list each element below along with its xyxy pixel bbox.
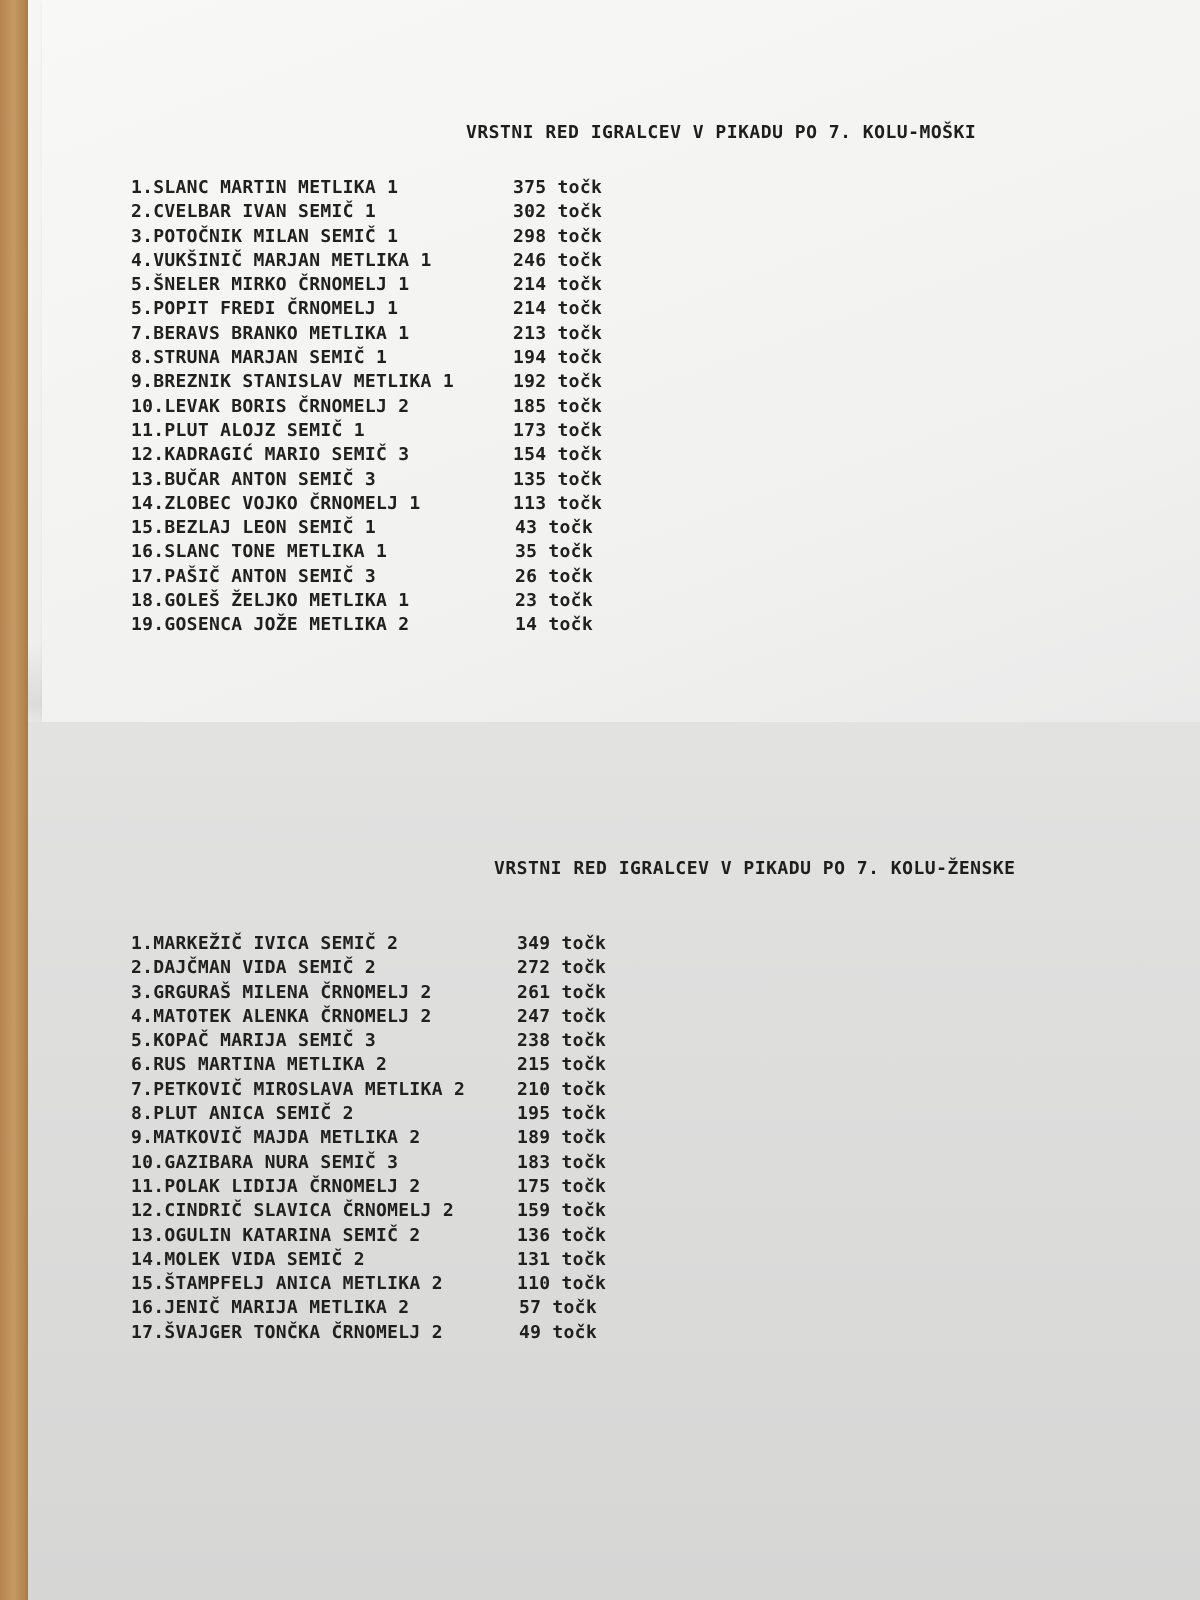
ranking-row	[131, 956, 651, 980]
player-points: 272 točk	[517, 957, 607, 979]
player-name: 4.MATOTEK ALENKA ČRNOMELJ 2	[131, 1005, 432, 1027]
player-points: 214 točk	[513, 274, 603, 296]
player-name: 13.OGULIN KATARINA SEMIČ 2	[131, 1224, 421, 1246]
player-name: 15.ŠTAMPFELJ ANICA METLIKA 2	[131, 1273, 443, 1295]
ranking-row	[131, 1248, 651, 1272]
ranking-row	[131, 1296, 651, 1320]
ranking-row	[131, 176, 651, 200]
ranking-row	[131, 419, 651, 443]
player-name: 4.VUKŠINIČ MARJAN METLIKA 1	[131, 249, 432, 271]
player-name: 5.KOPAČ MARIJA SEMIČ 3	[131, 1030, 377, 1052]
player-points: 43 točk	[515, 517, 593, 539]
player-points: 35 točk	[515, 541, 593, 563]
ranking-row	[131, 1321, 651, 1345]
player-points: 298 točk	[513, 225, 603, 247]
ranking-row	[131, 225, 651, 249]
player-points: 110 točk	[517, 1273, 607, 1295]
player-name: 13.BUČAR ANTON SEMIČ 3	[131, 468, 377, 490]
player-name: 9.MATKOVIČ MAJDA METLIKA 2	[131, 1127, 421, 1149]
player-name: 16.SLANC TONE METLIKA 1	[131, 541, 388, 563]
men-ranking-title: VRSTNI RED IGRALCEV V PIKADU PO 7. KOLU-MOŠKI	[466, 122, 977, 143]
player-points: 23 točk	[515, 590, 593, 612]
women-ranking-list	[131, 932, 651, 1345]
ranking-row	[131, 297, 651, 321]
ranking-row	[131, 1102, 651, 1126]
player-points: 375 točk	[513, 177, 603, 198]
player-points: 194 točk	[513, 347, 603, 369]
player-name: 1.MARKEŽIČ IVICA SEMIČ 2	[131, 933, 399, 954]
player-name: 2.DAJČMAN VIDA SEMIČ 2	[131, 957, 377, 979]
player-points: 49 točk	[519, 1321, 597, 1343]
player-name: 3.POTOČNIK MILAN SEMIČ 1	[131, 225, 399, 247]
player-name: 2.CVELBAR IVAN SEMIČ 1	[131, 201, 377, 223]
ranking-row	[131, 589, 651, 613]
ranking-row	[131, 1053, 651, 1077]
player-points: 159 točk	[517, 1200, 607, 1222]
player-name: 15.BEZLAJ LEON SEMIČ 1	[131, 517, 377, 539]
ranking-row	[131, 273, 651, 297]
player-points: 175 točk	[517, 1175, 607, 1197]
player-name: 6.RUS MARTINA METLIKA 2	[131, 1054, 388, 1076]
player-name: 19.GOSENCA JOŽE METLIKA 2	[131, 614, 410, 636]
player-points: 246 točk	[513, 249, 603, 271]
player-points: 113 točk	[513, 492, 603, 514]
ranking-row	[131, 1078, 651, 1102]
player-points: 195 točk	[517, 1103, 607, 1125]
player-points: 192 točk	[513, 371, 603, 393]
player-points: 14 točk	[515, 614, 593, 636]
player-points: 302 točk	[513, 201, 603, 223]
ranking-row	[131, 1126, 651, 1150]
player-points: 135 točk	[513, 468, 603, 490]
player-points: 261 točk	[517, 981, 607, 1003]
player-name: 11.POLAK LIDIJA ČRNOMELJ 2	[131, 1175, 421, 1197]
player-name: 14.ZLOBEC VOJKO ČRNOMELJ 1	[131, 492, 421, 514]
player-name: 9.BREZNIK STANISLAV METLIKA 1	[131, 371, 454, 393]
player-name: 7.PETKOVIČ MIROSLAVA METLIKA 2	[131, 1078, 466, 1100]
ranking-row	[131, 1005, 651, 1029]
player-name: 17.ŠVAJGER TONČKA ČRNOMELJ 2	[131, 1321, 443, 1343]
player-name: 12.KADRAGIĆ MARIO SEMIČ 3	[131, 444, 410, 466]
player-name: 5.POPIT FREDI ČRNOMELJ 1	[131, 298, 399, 320]
ranking-row	[131, 1151, 651, 1175]
ranking-row	[131, 249, 651, 273]
player-points: 57 točk	[519, 1297, 597, 1319]
player-points: 349 točk	[517, 933, 607, 954]
player-points: 136 točk	[517, 1224, 607, 1246]
player-name: 14.MOLEK VIDA SEMIČ 2	[131, 1248, 365, 1270]
player-points: 213 točk	[513, 322, 603, 344]
player-points: 214 točk	[513, 298, 603, 320]
ranking-row	[131, 516, 651, 540]
men-ranking-list	[131, 176, 651, 638]
player-name: 3.GRGURAŠ MILENA ČRNOMELJ 2	[131, 981, 432, 1003]
ranking-row	[131, 932, 651, 956]
player-points: 215 točk	[517, 1054, 607, 1076]
women-ranking-title: VRSTNI RED IGRALCEV V PIKADU PO 7. KOLU-ŽENSKE	[494, 858, 1016, 879]
player-name: 8.STRUNA MARJAN SEMIČ 1	[131, 347, 388, 369]
ranking-row	[131, 1224, 651, 1248]
ranking-row	[131, 981, 651, 1005]
player-points: 183 točk	[517, 1151, 607, 1173]
ranking-row	[131, 468, 651, 492]
player-name: 17.PAŠIČ ANTON SEMIČ 3	[131, 565, 377, 587]
player-points: 247 točk	[517, 1005, 607, 1027]
ranking-row	[131, 613, 651, 637]
player-name: 10.LEVAK BORIS ČRNOMELJ 2	[131, 395, 410, 417]
player-name: 11.PLUT ALOJZ SEMIČ 1	[131, 419, 365, 441]
player-points: 154 točk	[513, 444, 603, 466]
ranking-row	[131, 1272, 651, 1296]
ranking-row	[131, 565, 651, 589]
ranking-row	[131, 1175, 651, 1199]
player-points: 238 točk	[517, 1030, 607, 1052]
ranking-row	[131, 1029, 651, 1053]
ranking-row	[131, 346, 651, 370]
player-points: 173 točk	[513, 419, 603, 441]
player-name: 7.BERAVS BRANKO METLIKA 1	[131, 322, 410, 344]
ranking-row	[131, 322, 651, 346]
ranking-row	[131, 1199, 651, 1223]
player-points: 210 točk	[517, 1078, 607, 1100]
ranking-row	[131, 492, 651, 516]
player-points: 189 točk	[517, 1127, 607, 1149]
ranking-row	[131, 540, 651, 564]
player-points: 26 točk	[515, 565, 593, 587]
ranking-row	[131, 370, 651, 394]
player-name: 12.CINDRIČ SLAVICA ČRNOMELJ 2	[131, 1200, 454, 1222]
ranking-row	[131, 443, 651, 467]
player-name: 16.JENIČ MARIJA METLIKA 2	[131, 1297, 410, 1319]
ranking-row	[131, 200, 651, 224]
ranking-row	[131, 395, 651, 419]
player-name: 18.GOLEŠ ŽELJKO METLIKA 1	[131, 590, 410, 612]
player-points: 131 točk	[517, 1248, 607, 1270]
player-name: 1.SLANC MARTIN METLIKA 1	[131, 177, 399, 198]
player-name: 8.PLUT ANICA SEMIČ 2	[131, 1103, 354, 1125]
player-name: 10.GAZIBARA NURA SEMIČ 3	[131, 1151, 399, 1173]
player-points: 185 točk	[513, 395, 603, 417]
player-name: 5.ŠNELER MIRKO ČRNOMELJ 1	[131, 274, 410, 296]
